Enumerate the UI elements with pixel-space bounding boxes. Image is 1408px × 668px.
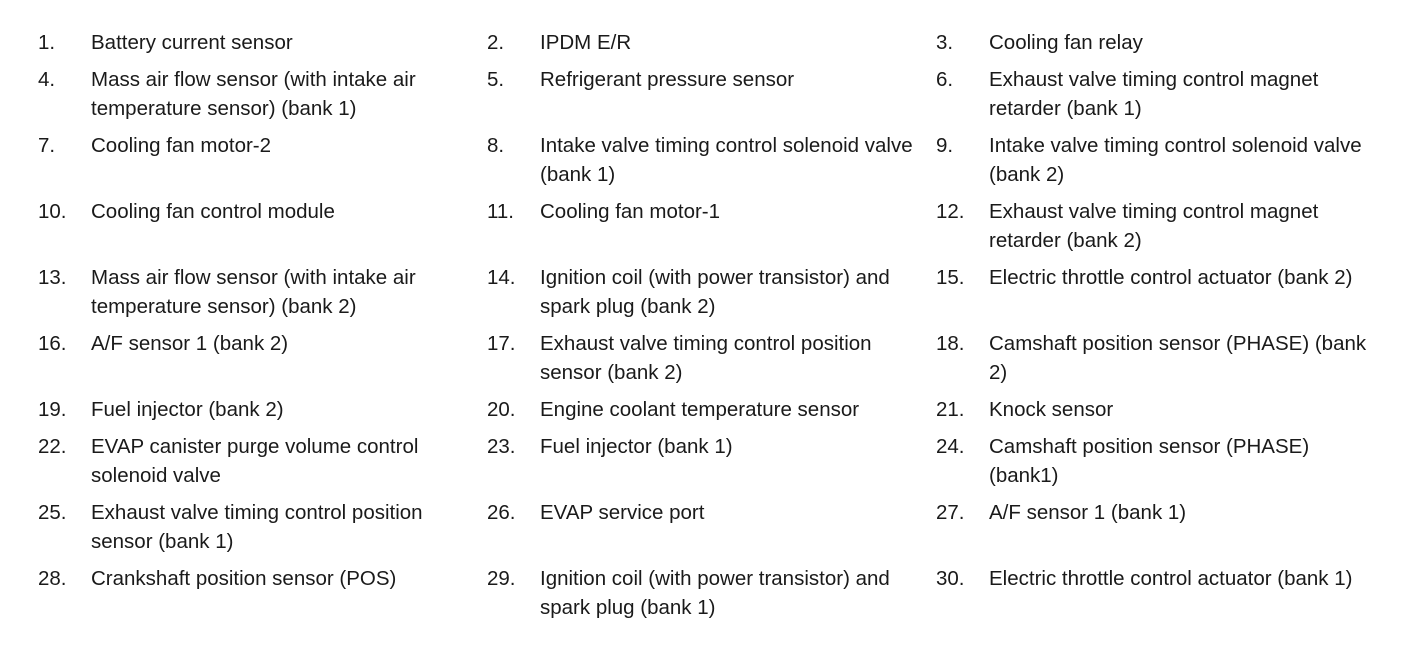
legend-item-label: Mass air flow sensor (with intake air temperature sensor) (bank 2) <box>91 266 416 318</box>
legend-item <box>936 131 1378 189</box>
legend-item <box>936 197 1378 255</box>
legend-item-number: 7. <box>38 134 56 157</box>
legend-item-number: 28. <box>38 567 67 590</box>
legend-item-label: Exhaust valve timing control position sensor (bank 2) <box>540 332 872 384</box>
legend-item-number: 4. <box>38 68 56 91</box>
legend-item-number: 5. <box>487 68 505 91</box>
legend-item-label: Exhaust valve timing control magnet retarder (bank 2) <box>989 200 1319 252</box>
legend-item-number: 2. <box>487 31 505 54</box>
component-legend <box>38 28 1378 622</box>
legend-item-label: Exhaust valve timing control position sensor (bank 1) <box>91 501 423 553</box>
legend-item-number: 18. <box>936 332 965 355</box>
legend-item-number: 21. <box>936 398 965 421</box>
legend-item-number: 13. <box>38 266 67 289</box>
legend-item-label: Engine coolant temperature sensor <box>540 398 860 421</box>
legend-item <box>487 28 936 57</box>
legend-item <box>487 65 936 123</box>
legend-item <box>38 395 487 424</box>
legend-item-label: Ignition coil (with power transistor) and spark plug (bank 1) <box>540 567 890 619</box>
legend-item-label: Intake valve timing control solenoid valve (bank 2) <box>989 134 1362 186</box>
legend-item <box>38 432 487 490</box>
legend-item <box>38 263 487 321</box>
legend-item <box>38 564 487 622</box>
legend-item-number: 15. <box>936 266 965 289</box>
legend-item <box>936 395 1378 424</box>
legend-item-label: Mass air flow sensor (with intake air temperature sensor) (bank 1) <box>91 68 416 120</box>
legend-item <box>38 329 487 387</box>
legend-item <box>487 564 936 622</box>
legend-item-number: 27. <box>936 501 965 524</box>
legend-item-number: 1. <box>38 31 56 54</box>
legend-item-label: Camshaft position sensor (PHASE) (bank1) <box>989 435 1310 487</box>
legend-item <box>936 263 1378 321</box>
legend-item-label: Intake valve timing control solenoid valve (bank 1) <box>540 134 913 186</box>
legend-item-label: EVAP canister purge volume control solenoid valve <box>91 435 419 487</box>
legend-item-label: Cooling fan motor-2 <box>91 134 272 157</box>
legend-item-label: Electric throttle control actuator (bank 1) <box>989 567 1353 590</box>
legend-item <box>936 28 1378 57</box>
legend-item-number: 29. <box>487 567 516 590</box>
legend-item-label: Knock sensor <box>989 398 1114 421</box>
legend-item <box>487 131 936 189</box>
legend-item-number: 19. <box>38 398 67 421</box>
legend-item <box>936 432 1378 490</box>
legend-item <box>936 498 1378 556</box>
legend-item-number: 12. <box>936 200 965 223</box>
legend-item <box>487 432 936 490</box>
legend-item <box>38 28 487 57</box>
legend-item <box>38 131 487 189</box>
legend-item-number: 30. <box>936 567 965 590</box>
legend-item-number: 26. <box>487 501 516 524</box>
legend-item-number: 11. <box>487 200 514 223</box>
legend-item-label: Fuel injector (bank 2) <box>91 398 284 421</box>
legend-item <box>38 498 487 556</box>
legend-item <box>936 564 1378 622</box>
legend-item-number: 25. <box>38 501 67 524</box>
legend-item <box>936 329 1378 387</box>
legend-item-label: Ignition coil (with power transistor) and spark plug (bank 2) <box>540 266 890 318</box>
legend-item-number: 8. <box>487 134 505 157</box>
legend-item <box>487 263 936 321</box>
legend-item-label: A/F sensor 1 (bank 1) <box>989 501 1187 524</box>
legend-item-number: 14. <box>487 266 516 289</box>
legend-item-number: 16. <box>38 332 67 355</box>
legend-item-label: Electric throttle control actuator (bank 2) <box>989 266 1353 289</box>
legend-item-label: Fuel injector (bank 1) <box>540 435 733 458</box>
legend-item <box>487 498 936 556</box>
legend-item-label: IPDM E/R <box>540 31 632 54</box>
legend-item-number: 22. <box>38 435 67 458</box>
legend-item <box>487 395 936 424</box>
legend-item-label: Refrigerant pressure sensor <box>540 68 795 91</box>
legend-item-label: Exhaust valve timing control magnet retarder (bank 1) <box>989 68 1319 120</box>
legend-item-number: 6. <box>936 68 954 91</box>
legend-item <box>38 65 487 123</box>
legend-item-label: Camshaft position sensor (PHASE) (bank 2) <box>989 332 1367 384</box>
legend-item-number: 20. <box>487 398 516 421</box>
legend-item-label: Cooling fan relay <box>989 31 1143 54</box>
legend-item <box>487 329 936 387</box>
legend-item-number: 10. <box>38 200 67 223</box>
legend-item <box>38 197 487 255</box>
legend-item-number: 23. <box>487 435 516 458</box>
legend-item-label: A/F sensor 1 (bank 2) <box>91 332 289 355</box>
legend-item-number: 17. <box>487 332 516 355</box>
legend-item <box>936 65 1378 123</box>
legend-item-number: 3. <box>936 31 954 54</box>
legend-item-label: Cooling fan motor-1 <box>540 200 721 223</box>
legend-item-number: 24. <box>936 435 965 458</box>
legend-item-label: EVAP service port <box>540 501 705 524</box>
legend-item-label: Crankshaft position sensor (POS) <box>91 567 397 590</box>
legend-item <box>487 197 936 255</box>
legend-item-label: Cooling fan control module <box>91 200 335 223</box>
legend-item-number: 9. <box>936 134 954 157</box>
legend-item-label: Battery current sensor <box>91 31 293 54</box>
